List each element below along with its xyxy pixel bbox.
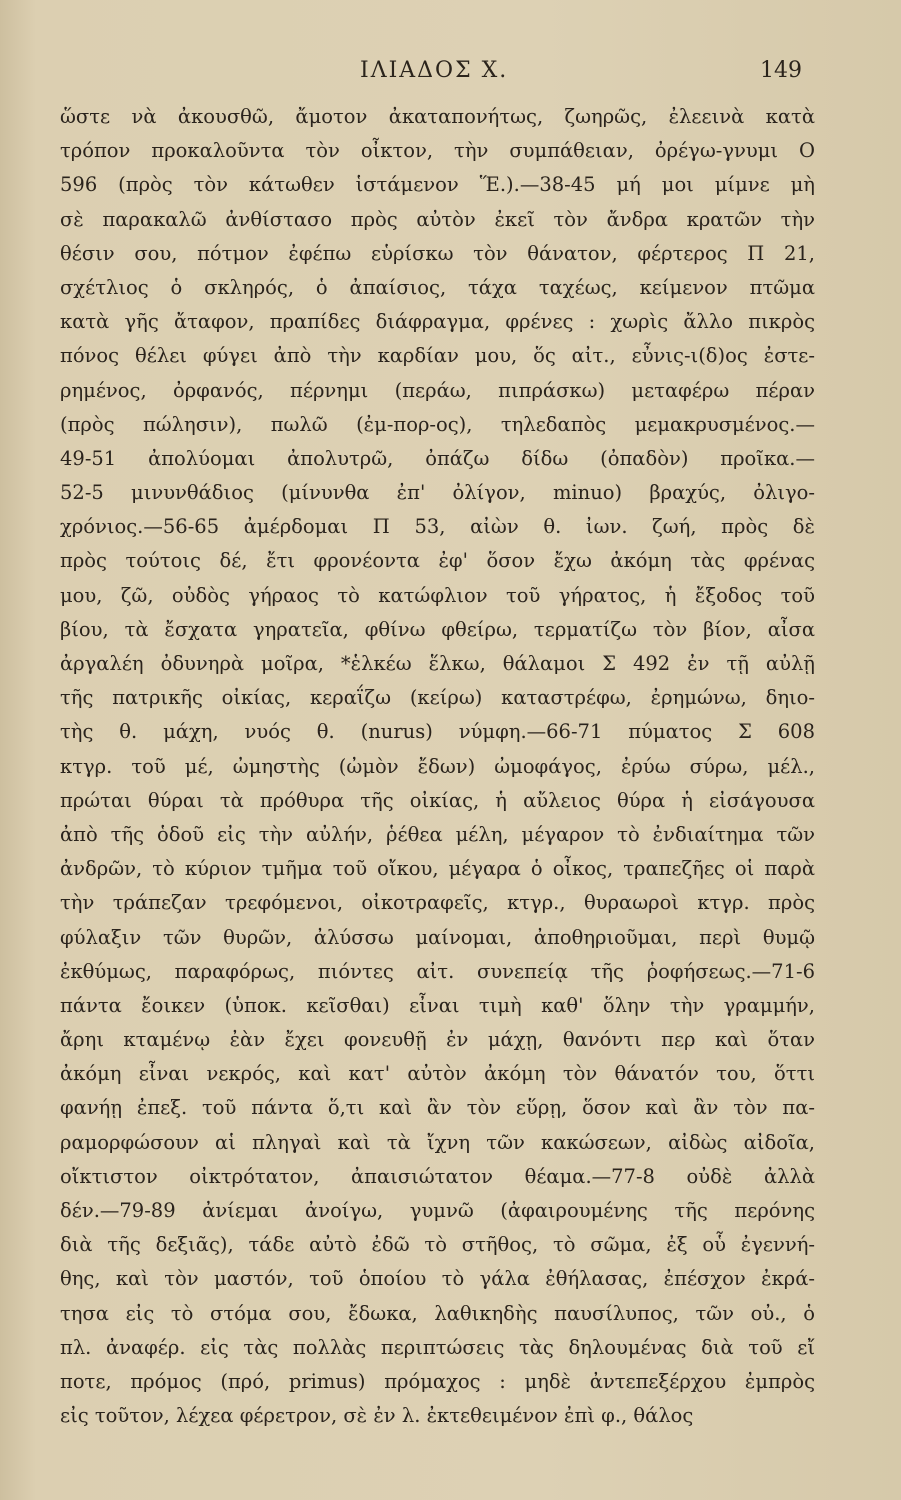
text-line: πόνος θέλει φύγει ἀπὸ τὴν καρδίαν μου, ὅς αἰτ., εὖνις-ι(δ)ος ἐστε- [60, 344, 815, 368]
text-line: διὰ τῆς δεξιᾶς), τάδε αὐτὸ ἐδῶ τὸ στῆθος, τὸ σῶμα, ἐξ οὗ ἐγεννή- [60, 1233, 815, 1257]
text-line: θέσιν σου, πότμον ἐφέπω εὑρίσκω τὸν θάνατον, φέρτερος Π 21, [60, 241, 815, 265]
text-line: ρημένος, ὀρφανός, πέρνημι (περάω, πιπράσκω) μεταφέρω πέραν [60, 378, 815, 402]
page-number: 149 [760, 58, 802, 83]
text-line: φανήῃ ἐπεξ. τοῦ πάντα ὅ,τι καὶ ἂν τὸν εὕρῃ, ὅσον καὶ ἂν τὸν πα- [60, 1096, 815, 1120]
text-line: 596 (πρὸς τὸν κάτωθεν ἱστάμενον Ἕ.).—38-45 μή μοι μίμνε μὴ [60, 173, 815, 197]
text-line: (πρὸς πώλησιν), πωλῶ (ἐμ-πορ-ος), τηλεδαπὸς μεμακρυσμένος.— [60, 412, 815, 436]
running-title: ΙΛΙΑΔΟΣ Χ. [360, 58, 509, 83]
text-line: πρώται θύραι τὰ πρόθυρα τῆς οἰκίας, ἡ αὔλειος θύρα ἡ εἰσάγουσα [60, 788, 815, 812]
text-line: τησα εἰς τὸ στόμα σου, ἔδωκα, λαθικηδὴς παυσίλυπος, τῶν οὐ., ὁ [60, 1301, 815, 1325]
text-line: εἰς τοῦτον, λέχεα φέρετρον, σὲ ἐν λ. ἐκτεθειμένον ἐπὶ φ., θάλος [60, 1404, 694, 1428]
text-line: θης, καὶ τὸν μαστόν, τοῦ ὁποίου τὸ γάλα ἐθήλασας, ἐπέσχον ἐκρά- [60, 1267, 815, 1291]
text-line: ἐκθύμως, παραφόρως, πιόντες αἰτ. συνεπείᾳ τῆς ῥοφήσεως.—71-6 [60, 959, 815, 983]
text-line: ὥστε νὰ ἀκουσθῶ, ἄμοτον ἀκαταπονήτως, ζωηρῶς, ἐλεεινὰ κατὰ [60, 105, 815, 128]
text-line: μου, ζῶ, οὐδὸς γήραος τὸ κατώφλιον τοῦ γήρατος, ἡ ἔξοδος τοῦ [60, 583, 815, 607]
text-line: πάντα ἔοικεν (ὑποκ. κεῖσθαι) εἶναι τιμὴ καθ' ὅλην τὴν γραμμήν, [60, 993, 815, 1017]
text-line: ἀνδρῶν, τὸ κύριον τμῆμα τοῦ οἴκου, μέγαρα ὁ οἶκος, τραπεζῆες οἱ παρὰ [60, 857, 815, 881]
text-line: τὴν τράπεζαν τρεφόμενοι, οἰκοτραφεῖς, κτγρ., θυραωροὶ κτγρ. πρὸς [60, 891, 815, 915]
text-line: τῆς πατρικῆς οἰκίας, κεραΐζω (κείρω) καταστρέφω, ἐρημώνω, δηιο- [60, 686, 815, 710]
text-line: κτγρ. τοῦ μέ, ὠμηστὴς (ὠμὸν ἔδων) ὠμοφάγος, ἐρύω σύρω, μέλ., [60, 754, 815, 778]
text-line: ἀπὸ τῆς ὁδοῦ εἰς τὴν αὐλήν, ῥέθεα μέλη, μέγαρον τὸ ἐνδιαίτημα τῶν [60, 822, 815, 846]
text-line: πρὸς τούτοις δέ, ἔτι φρονέοντα ἐφ' ὅσον ἔχω ἀκόμη τὰς φρένας [60, 549, 815, 573]
text-line: σὲ παρακαλῶ ἀνθίστασο πρὸς αὐτὸν ἐκεῖ τὸν ἄνδρα κρατῶν τὴν [60, 207, 815, 231]
text-line: φύλαξιν τῶν θυρῶν, ἀλύσσω μαίνομαι, ἀποθηριοῦμαι, περὶ θυμῷ [60, 925, 815, 949]
text-line: τρόπον προκαλοῦντα τὸν οἶκτον, τὴν συμπάθειαν, ὀρέγω-γνυμι Ο [60, 139, 815, 163]
text-line: 52-5 μινυνθάδιος (μίνυνθα ἐπ' ὀλίγον, minuo) βραχύς, ὀλιγο- [60, 481, 815, 505]
text-line: χρόνιος.—56-65 ἀμέρδομαι Π 53, αἰὼν θ. ἰων. ζωή, πρὸς δὲ [60, 515, 815, 539]
text-line: 49-51 ἀπολύομαι ἀπολυτρῶ, ὀπάζω δίδω (ὀπαδὸν) προῖκα.— [60, 446, 815, 470]
text-line: ἀκόμη εἶναι νεκρός, καὶ κατ' αὐτὸν ἀκόμη τὸν θάνατόν του, ὅττι [60, 1062, 815, 1086]
text-line: πλ. ἀναφέρ. εἰς τὰς πολλὰς περιπτώσεις τὰς δηλουμένας διὰ τοῦ εἴ [60, 1335, 815, 1359]
text-line: δέν.—79-89 ἀνίεμαι ἀνοίγω, γυμνῶ (ἀφαιρουμένης τῆς περόνης [60, 1199, 815, 1222]
page-header [0, 58, 901, 94]
text-line: ἄρηι κταμένῳ ἐὰν ἔχει φονευθῇ ἐν μάχῃ, θανόντι περ καὶ ὅταν [60, 1028, 815, 1052]
text-line: τὴς θ. μάχη, νυός θ. (nurus) νύμφη.—66-71 πύματος Σ 608 [60, 720, 815, 744]
text-line: ἀργαλέη ὀδυνηρὰ μοῖρα, *ἑλκέω ἕλκω, θάλαμοι Σ 492 ἐν τῇ αὐλῇ [60, 652, 815, 675]
text-line: ποτε, πρόμος (πρό, primus) πρόμαχος : μηδὲ ἀντεπεξέρχου ἐμπρὸς [60, 1369, 815, 1393]
text-line: ραμορφώσουν αἱ πληγαὶ καὶ τὰ ἴχνη τῶν κακώσεων, αἰδὼς αἰδοῖα, [60, 1130, 815, 1154]
text-line: σχέτλιος ὁ σκληρός, ὁ ἀπαίσιος, τάχα ταχέως, κείμενον πτῶμα [60, 275, 815, 299]
commentary-text [60, 100, 815, 1433]
text-line: οἴκτιστον οἰκτρότατον, ἀπαισιώτατον θέαμα.—77-8 οὐδὲ ἀλλὰ [60, 1164, 815, 1188]
text-line: βίου, τὰ ἔσχατα γηρατεῖα, φθίνω φθείρω, τερματίζω τὸν βίον, αἶσα [60, 617, 815, 641]
text-line: κατὰ γῆς ἄταφον, πραπίδες διάφραγμα, φρένες : χωρὶς ἄλλο πικρὸς [60, 310, 815, 334]
